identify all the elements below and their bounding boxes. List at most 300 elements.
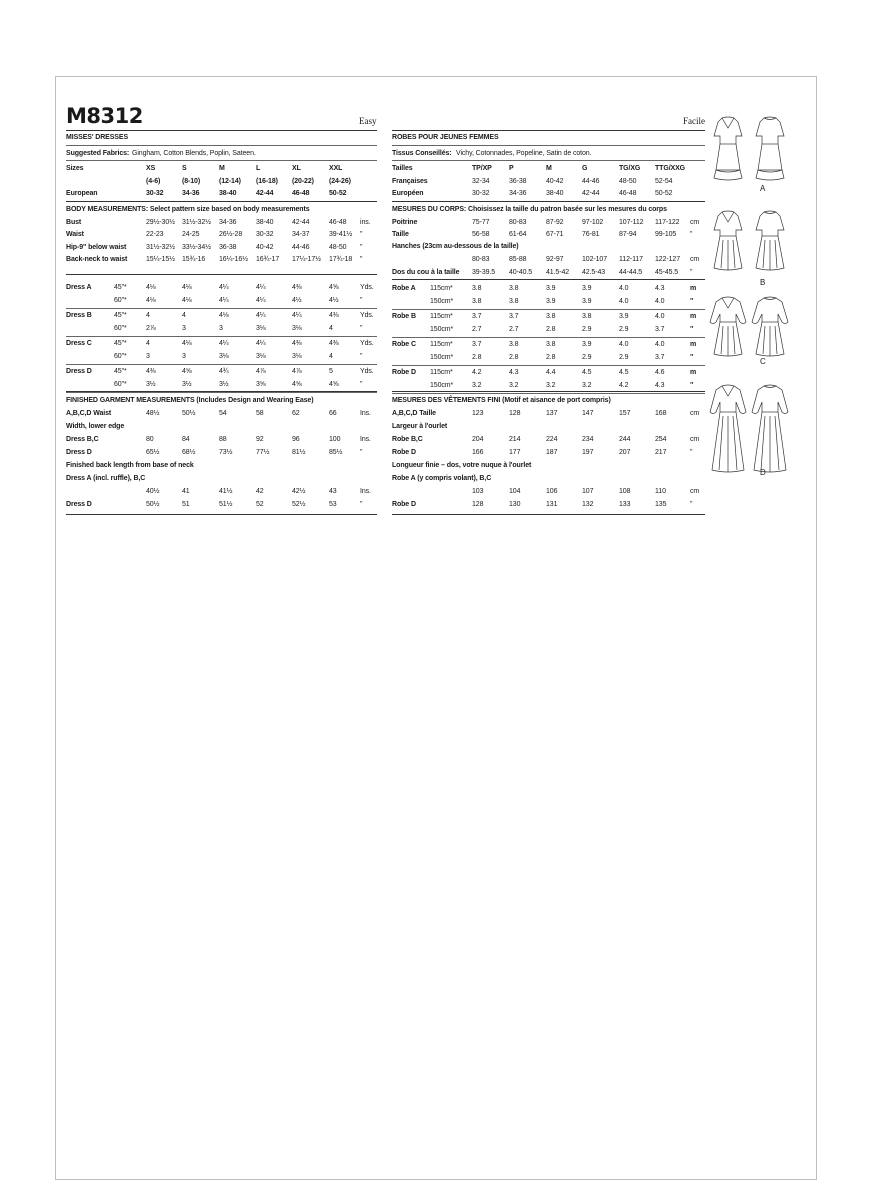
yardage-value: 4⅜ xyxy=(329,312,339,319)
yardage-value: 4⅜ xyxy=(329,340,339,347)
yardage-value: 4¼ xyxy=(256,284,266,291)
yardage-value: 3.8 xyxy=(472,285,482,292)
yardage-value: 3.9 xyxy=(582,341,592,348)
size-european: 38-40 xyxy=(219,190,237,197)
yardage-value: 2.7 xyxy=(472,326,482,333)
european-label-fr: Européen xyxy=(392,190,424,197)
body-value: 99-105 xyxy=(655,231,677,238)
unit: " xyxy=(690,449,693,456)
section-title-fr: ROBES POUR JEUNES FEMMES xyxy=(392,134,499,141)
yardage-value: 4.6 xyxy=(655,369,665,376)
body-value: 85-88 xyxy=(509,256,527,263)
body-value: 26½-28 xyxy=(219,231,243,238)
unit: Ins. xyxy=(360,436,371,443)
yardage-value: 3.8 xyxy=(582,313,592,320)
view-yardage-label: Dress A xyxy=(66,284,92,291)
size-francaise: 52-54 xyxy=(655,178,673,185)
width-row-label: Dress B,C xyxy=(66,436,99,443)
yardage-value: 3⅛ xyxy=(219,353,229,360)
yardage-value: 3.8 xyxy=(546,313,556,320)
divider xyxy=(392,514,705,515)
width-value: 68½ xyxy=(182,449,196,456)
hanches-label: Hanches (23cm au-dessous de la taille) xyxy=(392,243,519,250)
yardage-value: 4⅛ xyxy=(146,297,156,304)
width-value: 77½ xyxy=(256,449,270,456)
dress-b-illustration xyxy=(706,208,796,278)
back-value: 52½ xyxy=(292,501,306,508)
back-heading-en: Finished back length from base of neck xyxy=(66,462,194,469)
back-d-label-en: Dress D xyxy=(66,501,92,508)
yardage-value: 5 xyxy=(329,368,333,375)
back-value: 131 xyxy=(546,501,558,508)
yardage-value: 4⅜ xyxy=(292,284,302,291)
yardage-value: 4¼ xyxy=(256,340,266,347)
divider xyxy=(66,201,377,202)
yardage-value: 4.0 xyxy=(619,341,629,348)
unit: " xyxy=(360,297,363,304)
back-a-label-en: Dress A (incl. ruffle), B,C xyxy=(66,475,146,482)
body-value: 34-37 xyxy=(292,231,310,238)
divider xyxy=(392,309,705,310)
body-value: 31½-32½ xyxy=(146,244,175,251)
width-value: 177 xyxy=(509,449,521,456)
yardage-value: 4.3 xyxy=(655,382,665,389)
view-label-b: B xyxy=(760,278,766,287)
dress-d-illustration xyxy=(706,382,796,478)
width-row-label: Dress D xyxy=(66,449,92,456)
body-value: 102-107 xyxy=(582,256,607,263)
waist-value: 137 xyxy=(546,410,558,417)
body-value: 42-44 xyxy=(292,219,310,226)
size-european: 30-32 xyxy=(146,190,164,197)
size-european: 50-52 xyxy=(655,190,673,197)
unit: " xyxy=(690,231,693,238)
fabric-width: 115cm* xyxy=(430,285,453,292)
body-value: 39-41½ xyxy=(329,231,353,238)
body-row-label: Bust xyxy=(66,219,82,226)
unit: Ins. xyxy=(360,488,371,495)
yardage-value: 3.7 xyxy=(655,354,665,361)
yardage-value: 4 xyxy=(329,353,333,360)
fabrics-en: Gingham, Cotton Blends, Poplin, Sateen. xyxy=(132,150,256,157)
body-value: 31½-32½ xyxy=(182,219,211,226)
yardage-value: 3.9 xyxy=(546,285,556,292)
yardage-value: 4 xyxy=(182,312,186,319)
body-value: 107-112 xyxy=(619,219,644,226)
yardage-value: 4.4 xyxy=(546,369,556,376)
yardage-value: 4⅛ xyxy=(182,340,192,347)
size-header: P xyxy=(509,165,514,172)
back-d-label-fr: Robe D xyxy=(392,501,416,508)
back-value: 132 xyxy=(582,501,594,508)
yardage-value: 2.9 xyxy=(619,354,629,361)
divider xyxy=(66,160,377,161)
divider xyxy=(66,364,377,365)
waist-value: 58 xyxy=(256,410,264,417)
yardage-value: 4.0 xyxy=(655,313,665,320)
body-value: 61-64 xyxy=(509,231,527,238)
size-header: XS xyxy=(146,165,156,172)
view-yardage-label: Robe C xyxy=(392,341,416,348)
yardage-value: 3⅛ xyxy=(256,325,266,332)
divider xyxy=(392,201,705,202)
rule-fr-top xyxy=(392,130,705,131)
yardage-value: 3 xyxy=(219,325,223,332)
size-francaise: 36-38 xyxy=(509,178,527,185)
back-heading-fr: Longueur finie – dos, votre nuque à l'ourlet xyxy=(392,462,532,469)
back-value: 51½ xyxy=(219,501,233,508)
yardage-value: 3 xyxy=(146,353,150,360)
yardage-value: 4¼ xyxy=(292,312,302,319)
width-value: 166 xyxy=(472,449,484,456)
rule-en-top xyxy=(66,130,377,131)
yardage-value: 4.0 xyxy=(619,298,629,305)
divider xyxy=(392,279,705,280)
waist-value: 48½ xyxy=(146,410,160,417)
yardage-value: 4.5 xyxy=(582,369,592,376)
yardage-value: 3.8 xyxy=(472,298,482,305)
yardage-value: 2.9 xyxy=(582,354,592,361)
finished-heading-fr: MESURES DES VÊTEMENTS FINI (Motif et aisance de port compris) xyxy=(392,397,611,404)
francaises-label: Françaises xyxy=(392,178,428,185)
yardage-value: 3½ xyxy=(219,381,229,388)
width-value: 207 xyxy=(619,449,631,456)
yardage-value: 4¼ xyxy=(256,297,266,304)
body-value: 34-36 xyxy=(219,219,237,226)
yardage-value: 2.9 xyxy=(619,326,629,333)
size-header: L xyxy=(256,165,261,172)
body-value: 87-92 xyxy=(546,219,564,226)
unit: m xyxy=(690,369,697,376)
body-value: 33½-34½ xyxy=(182,244,211,251)
waist-value: 123 xyxy=(472,410,484,417)
body-value: 112-117 xyxy=(619,256,643,263)
fabric-width: 45"* xyxy=(114,368,127,375)
body-value: 48-50 xyxy=(329,244,347,251)
body-value: 40-40.5 xyxy=(509,269,533,276)
body-value: 38-40 xyxy=(256,219,274,226)
yardage-value: 3.8 xyxy=(546,341,556,348)
size-european: 42-44 xyxy=(256,190,274,197)
yardage-value: 3 xyxy=(182,325,186,332)
yardage-value: 4 xyxy=(146,340,150,347)
difficulty-en: Easy xyxy=(359,116,377,126)
yardage-value: 4.2 xyxy=(472,369,482,376)
waist-value: 168 xyxy=(655,410,667,417)
yardage-value: 4⅛ xyxy=(182,297,192,304)
size-header: G xyxy=(582,165,588,172)
sizes-label-en: Sizes xyxy=(66,165,84,172)
back-value: 43 xyxy=(329,488,337,495)
yardage-value: 4⅞ xyxy=(256,368,266,375)
yardage-value: 3.2 xyxy=(472,382,482,389)
body-value: 40-42 xyxy=(256,244,274,251)
size-header: M xyxy=(219,165,225,172)
width-value: 254 xyxy=(655,436,667,443)
body-value: 76-81 xyxy=(582,231,600,238)
waist-value: 147 xyxy=(582,410,594,417)
divider xyxy=(392,365,705,366)
view-yardage-label: Dress D xyxy=(66,368,92,375)
unit: " xyxy=(690,501,693,508)
unit: cm xyxy=(690,436,700,443)
back-a-label-fr: Robe A (y compris volant), B,C xyxy=(392,475,492,482)
fabric-width: 115cm* xyxy=(430,313,453,320)
divider xyxy=(66,336,377,337)
yardage-value: 3.9 xyxy=(582,285,592,292)
unit: " xyxy=(360,325,363,332)
yardage-value: 4⅝ xyxy=(329,381,339,388)
unit: Ins. xyxy=(360,410,371,417)
width-row-label: Robe D xyxy=(392,449,416,456)
yardage-value: 3.2 xyxy=(582,382,592,389)
yardage-value: 2.9 xyxy=(582,326,592,333)
size-us: (12-14) xyxy=(219,178,241,185)
back-value: 53 xyxy=(329,501,337,508)
yardage-value: 4⅛ xyxy=(146,284,156,291)
body-value: 46-48 xyxy=(329,219,347,226)
yardage-value: 3½ xyxy=(146,381,156,388)
yardage-value: 4.3 xyxy=(509,369,519,376)
unit: Yds. xyxy=(360,368,374,375)
unit: m xyxy=(690,313,697,320)
body-value: 16¼-16½ xyxy=(219,256,248,263)
view-label-a: A xyxy=(760,184,766,193)
back-value: 52 xyxy=(256,501,264,508)
yardage-value: 3.2 xyxy=(509,382,519,389)
dress-a-illustration xyxy=(706,114,796,184)
yardage-value: 4¼ xyxy=(219,284,229,291)
yardage-value: 3½ xyxy=(182,381,192,388)
yardage-value: 4¼ xyxy=(256,312,266,319)
waist-value: 62 xyxy=(292,410,300,417)
body-value: 17¼-17½ xyxy=(292,256,321,263)
divider xyxy=(66,514,377,515)
waist-value: 50½ xyxy=(182,410,196,417)
yardage-value: 3.7 xyxy=(472,341,482,348)
size-header: XXL xyxy=(329,165,343,172)
back-value: 108 xyxy=(619,488,631,495)
pattern-number: M8312 xyxy=(66,104,143,128)
divider xyxy=(66,308,377,309)
fabrics-label-fr: Tissus Conseillés: xyxy=(392,150,452,157)
body-heading-fr: MESURES DU CORPS: Choisissez la taille du patron basée sur les mesures du corps xyxy=(392,206,667,213)
yardage-value: 3.8 xyxy=(509,298,519,305)
back-value: 40½ xyxy=(146,488,160,495)
body-heading-en: BODY MEASUREMENTS: Select pattern size based on body measurements xyxy=(66,206,310,213)
yardage-value: 4.5 xyxy=(619,369,629,376)
fabric-width: 60"* xyxy=(114,297,127,304)
body-value: 41.5-42 xyxy=(546,269,570,276)
yardage-value: 3⅛ xyxy=(256,353,266,360)
size-francaise: 40-42 xyxy=(546,178,564,185)
european-label-en: European xyxy=(66,190,98,197)
yardage-value: 4.3 xyxy=(655,285,665,292)
body-row-label: Hip-9" below waist xyxy=(66,244,127,251)
body-value: 80-83 xyxy=(509,219,527,226)
body-value: 87-94 xyxy=(619,231,637,238)
divider xyxy=(392,337,705,338)
back-value: 133 xyxy=(619,501,631,508)
waist-value: 157 xyxy=(619,410,631,417)
width-value: 214 xyxy=(509,436,521,443)
waist-value: 66 xyxy=(329,410,337,417)
back-value: 42 xyxy=(256,488,264,495)
unit: Yds. xyxy=(360,312,374,319)
fabric-width: 60"* xyxy=(114,381,127,388)
yardage-value: 4½ xyxy=(329,297,339,304)
yardage-value: 4⅝ xyxy=(292,381,302,388)
view-yardage-label: Robe B xyxy=(392,313,416,320)
yardage-value: 2.7 xyxy=(509,326,519,333)
view-label-c: C xyxy=(760,357,766,366)
size-european: 50-52 xyxy=(329,190,347,197)
garment-illustrations xyxy=(706,114,796,484)
unit: " xyxy=(360,381,363,388)
yardage-value: 4⅜ xyxy=(292,340,302,347)
width-row-label: Robe B,C xyxy=(392,436,423,443)
waist-value: 128 xyxy=(509,410,521,417)
divider xyxy=(392,145,705,146)
yardage-value: 3.7 xyxy=(472,313,482,320)
unit: " xyxy=(360,449,363,456)
yardage-value: 3.9 xyxy=(619,313,629,320)
body-row-label: Waist xyxy=(66,231,84,238)
fabric-width: 60"* xyxy=(114,325,127,332)
width-value: 197 xyxy=(582,449,594,456)
body-value: 30-32 xyxy=(256,231,274,238)
yardage-value: 2.8 xyxy=(546,354,556,361)
width-value: 88 xyxy=(219,436,227,443)
view-yardage-label: Robe A xyxy=(392,285,416,292)
view-label-d: D xyxy=(760,468,766,477)
unit: " xyxy=(360,256,363,263)
width-value: 234 xyxy=(582,436,594,443)
yardage-value: 3.7 xyxy=(509,313,519,320)
waist-label-en: A,B,C,D Waist xyxy=(66,410,112,417)
width-value: 92 xyxy=(256,436,264,443)
yardage-value: 2.8 xyxy=(546,326,556,333)
width-value: 85½ xyxy=(329,449,343,456)
yardage-value: 2.8 xyxy=(472,354,482,361)
finished-heading-en: FINISHED GARMENT MEASUREMENTS (Includes Design and Wearing Ease) xyxy=(66,397,314,404)
body-value: 117-122 xyxy=(655,219,680,226)
width-value: 187 xyxy=(546,449,558,456)
size-us: (16-18) xyxy=(256,178,278,185)
view-yardage-label: Robe D xyxy=(392,369,416,376)
width-value: 81½ xyxy=(292,449,306,456)
body-value: 45-45.5 xyxy=(655,269,679,276)
unit: " xyxy=(690,298,694,305)
body-value: 92-97 xyxy=(546,256,564,263)
body-value: 39-39.5 xyxy=(472,269,496,276)
sizes-label-fr: Tailles xyxy=(392,165,413,172)
body-value: 22-23 xyxy=(146,231,164,238)
size-us: (20-22) xyxy=(292,178,314,185)
unit: " xyxy=(360,501,363,508)
unit: Yds. xyxy=(360,340,374,347)
width-value: 244 xyxy=(619,436,631,443)
width-value: 80 xyxy=(146,436,154,443)
back-value: 128 xyxy=(472,501,484,508)
fabric-width: 60"* xyxy=(114,353,127,360)
yardage-value: 4⅝ xyxy=(182,368,192,375)
width-value: 84 xyxy=(182,436,190,443)
size-us: (4-6) xyxy=(146,178,161,185)
size-francaise: 32-34 xyxy=(472,178,490,185)
unit: cm xyxy=(690,488,700,495)
back-value: 51 xyxy=(182,501,190,508)
size-us: (24-26) xyxy=(329,178,351,185)
unit: " xyxy=(360,231,363,238)
unit: m xyxy=(690,285,697,292)
unit: cm xyxy=(690,256,700,263)
size-european: 34-36 xyxy=(182,190,200,197)
yardage-value: 3.8 xyxy=(509,341,519,348)
size-us: (8-10) xyxy=(182,178,201,185)
size-european: 46-48 xyxy=(292,190,310,197)
yardage-value: 4⅞ xyxy=(292,368,302,375)
divider xyxy=(392,391,705,392)
unit: " xyxy=(690,326,694,333)
width-value: 73½ xyxy=(219,449,233,456)
width-value: 224 xyxy=(546,436,558,443)
yardage-value: 3⅛ xyxy=(292,325,302,332)
yardage-value: 3.7 xyxy=(655,326,665,333)
yardage-value: 4.0 xyxy=(655,298,665,305)
size-francaise: 44-46 xyxy=(582,178,600,185)
difficulty-fr: Facile xyxy=(683,116,705,126)
fabric-width: 45"* xyxy=(114,312,127,319)
body-value: 44-46 xyxy=(292,244,310,251)
body-value: 29½-30½ xyxy=(146,219,175,226)
body-value: 97-102 xyxy=(582,219,604,226)
body-value: 16¾-17 xyxy=(256,256,280,263)
back-value: 50½ xyxy=(146,501,160,508)
size-header: XL xyxy=(292,165,301,172)
fabric-width: 150cm* xyxy=(430,354,454,361)
size-european: 30-32 xyxy=(472,190,490,197)
width-value: 204 xyxy=(472,436,484,443)
fabrics-fr: Vichy, Cotonnades, Popeline, Satin de coton. xyxy=(456,150,592,157)
yardage-value: 3.8 xyxy=(509,285,519,292)
view-yardage-label: Dress B xyxy=(66,312,92,319)
divider xyxy=(66,274,377,275)
back-value: 41½ xyxy=(219,488,233,495)
yardage-value: 4¼ xyxy=(219,297,229,304)
yardage-value: 4½ xyxy=(292,297,302,304)
pattern-page xyxy=(55,76,817,1180)
divider xyxy=(392,160,705,161)
size-european: 34-36 xyxy=(509,190,527,197)
unit: " xyxy=(360,244,363,251)
yardage-value: 4⅛ xyxy=(182,284,192,291)
divider xyxy=(66,391,377,392)
back-value: 130 xyxy=(509,501,521,508)
size-european: 38-40 xyxy=(546,190,564,197)
width-heading-fr: Largeur à l'ourlet xyxy=(392,423,448,430)
yardage-value: 3 xyxy=(182,353,186,360)
fabric-width: 45"* xyxy=(114,284,127,291)
back-value: 110 xyxy=(655,488,666,495)
back-value: 103 xyxy=(472,488,484,495)
view-yardage-label: Dress C xyxy=(66,340,92,347)
yardage-value: 3.9 xyxy=(546,298,556,305)
unit: " xyxy=(360,353,363,360)
section-title-en: MISSES' DRESSES xyxy=(66,134,129,141)
divider xyxy=(392,393,705,394)
body-value: 42.5-43 xyxy=(582,269,606,276)
